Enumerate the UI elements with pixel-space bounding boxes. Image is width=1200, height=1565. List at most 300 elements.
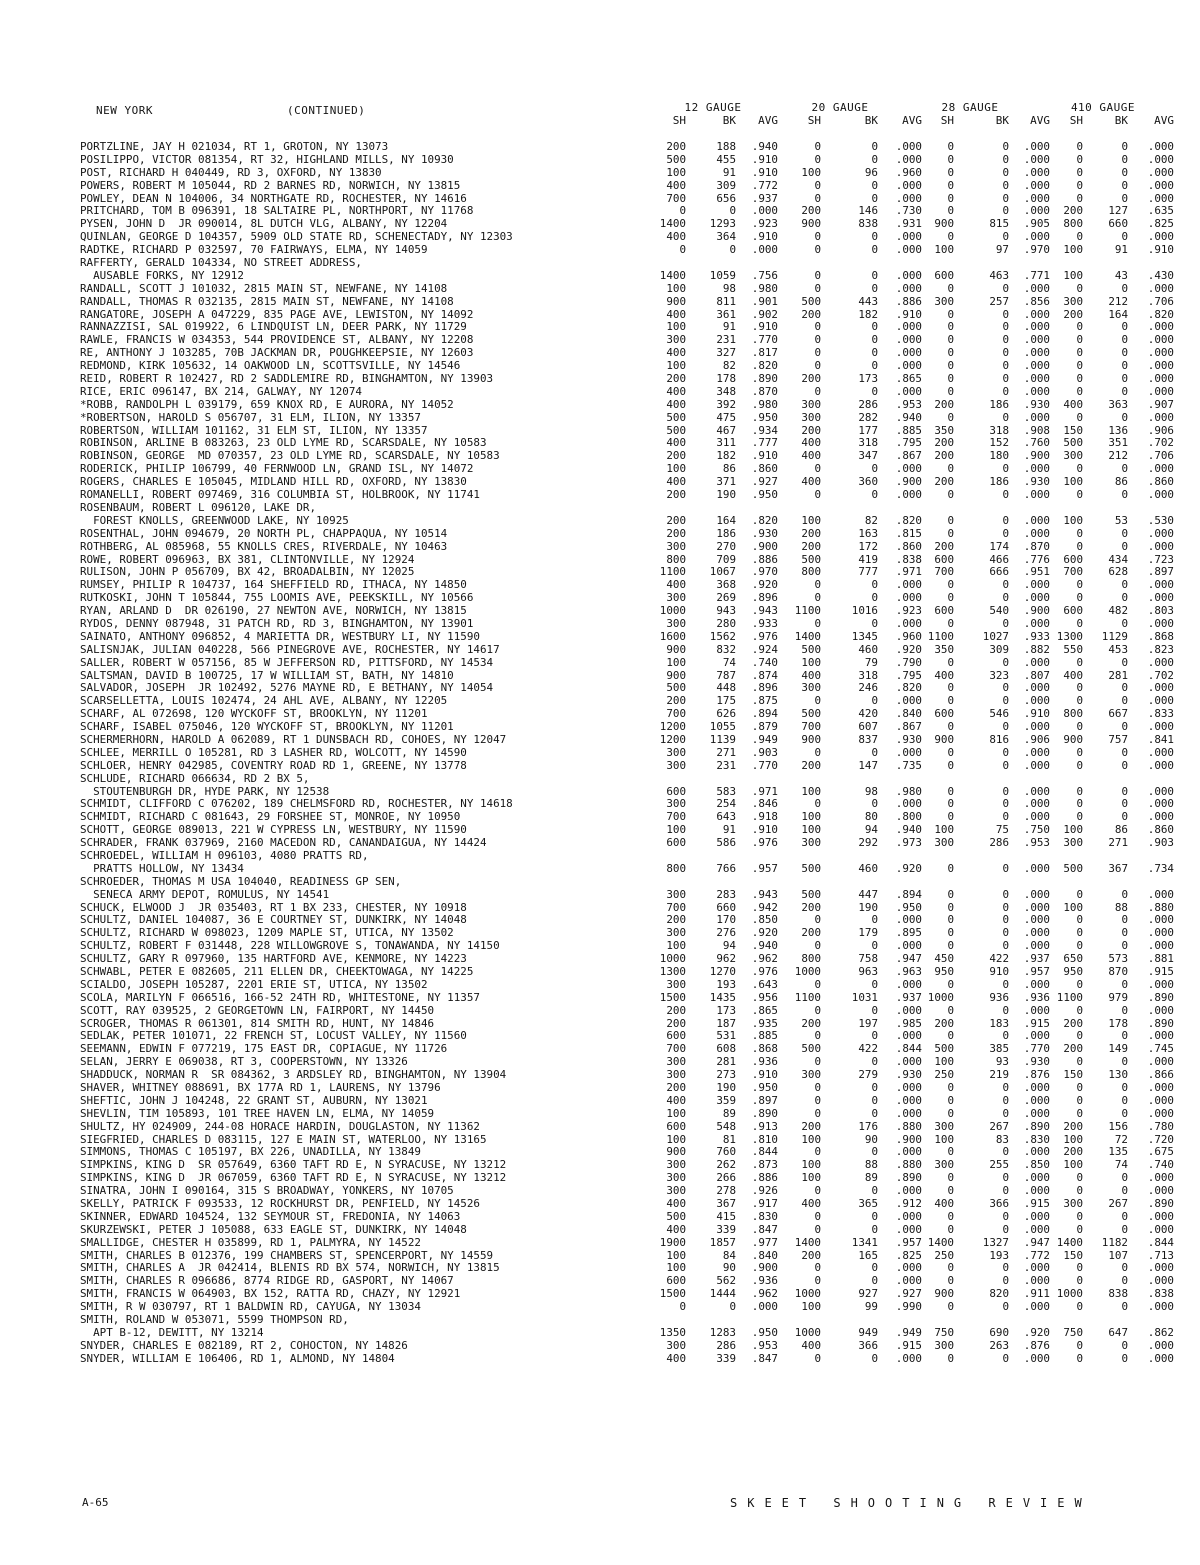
cell-bk-g20: 927 bbox=[858, 1287, 878, 1301]
cell-bk-g12: 660 bbox=[716, 900, 736, 914]
cell-sh-g28: 0 bbox=[947, 977, 954, 991]
shooter-name: SCIALDO, JOSEPH 105287, 2201 ERIE ST, UTICA, NY 13502 bbox=[80, 978, 428, 991]
cell-bk-g12: 368 bbox=[716, 578, 736, 592]
cell-avg-g410: .000 bbox=[1147, 1184, 1174, 1198]
cell-avg-g28: .000 bbox=[1023, 797, 1050, 811]
cell-sh-g12: 100 bbox=[666, 281, 686, 295]
cell-avg-g28: .000 bbox=[1023, 204, 1050, 218]
cell-avg-g20: .000 bbox=[895, 1209, 922, 1223]
cell-avg-g20: .947 bbox=[895, 952, 922, 966]
cell-bk-g410: 0 bbox=[1121, 165, 1128, 179]
shooter-name: RUTKOSKI, JOHN T 105844, 755 LOOMIS AVE, PEEKSKILL, NY 10566 bbox=[80, 592, 474, 605]
cell-avg-g12: .920 bbox=[751, 578, 778, 592]
cell-sh-g12: 300 bbox=[666, 539, 686, 553]
cell-sh-g28: 400 bbox=[934, 668, 954, 682]
table-row bbox=[0, 154, 1200, 167]
cell-sh-g28: 300 bbox=[934, 294, 954, 308]
cell-bk-g20: 0 bbox=[871, 346, 878, 360]
cell-bk-g28: 0 bbox=[1002, 1261, 1009, 1275]
table-row bbox=[0, 334, 1200, 347]
cell-sh-g20: 0 bbox=[814, 745, 821, 759]
cell-avg-g20: .000 bbox=[895, 281, 922, 295]
table-row bbox=[0, 798, 1200, 811]
cell-bk-g20: 0 bbox=[871, 230, 878, 244]
cell-bk-g12: 271 bbox=[716, 745, 736, 759]
cell-bk-g28: 97 bbox=[995, 243, 1009, 257]
cell-avg-g20: .844 bbox=[895, 1042, 922, 1056]
cell-avg-g410: .000 bbox=[1147, 926, 1174, 940]
table-row bbox=[0, 592, 1200, 605]
cell-sh-g28: 900 bbox=[934, 1287, 954, 1301]
cell-sh-g28: 0 bbox=[947, 320, 954, 334]
shooter-name: SCOLA, MARILYN F 066516, 166-52 24TH RD, WHITESTONE, NY 11357 bbox=[80, 991, 480, 1004]
cell-sh-g12: 100 bbox=[666, 655, 686, 669]
cell-avg-g20: .973 bbox=[895, 836, 922, 850]
cell-sh-g12: 500 bbox=[666, 410, 686, 424]
table-row bbox=[0, 218, 1200, 231]
cell-bk-g12: 262 bbox=[716, 1158, 736, 1172]
cell-bk-g12: 0 bbox=[729, 1300, 736, 1314]
cell-sh-g410: 0 bbox=[1076, 977, 1083, 991]
cell-sh-g28: 0 bbox=[947, 178, 954, 192]
cell-bk-g28: 323 bbox=[989, 668, 1009, 682]
cell-avg-g410: .000 bbox=[1147, 488, 1174, 502]
cell-bk-g20: 1345 bbox=[851, 629, 878, 643]
cell-sh-g12: 200 bbox=[666, 1081, 686, 1095]
cell-bk-g20: 318 bbox=[858, 436, 878, 450]
cell-sh-g20: 0 bbox=[814, 243, 821, 257]
cell-avg-g12: .910 bbox=[751, 320, 778, 334]
cell-avg-g12: .868 bbox=[751, 1042, 778, 1056]
cell-bk-g410: 0 bbox=[1121, 178, 1128, 192]
cell-sh-g28: 100 bbox=[934, 1132, 954, 1146]
cell-avg-g410: .000 bbox=[1147, 1003, 1174, 1017]
cell-bk-g28: 666 bbox=[989, 565, 1009, 579]
cell-avg-g12: .936 bbox=[751, 1055, 778, 1069]
cell-avg-g12: .643 bbox=[751, 977, 778, 991]
cell-avg-g28: .000 bbox=[1023, 281, 1050, 295]
cell-sh-g28: 0 bbox=[947, 926, 954, 940]
cell-avg-g28: .000 bbox=[1023, 887, 1050, 901]
shooter-name: POWLEY, DEAN N 104006, 34 NORTHGATE RD, ROCHESTER, NY 14616 bbox=[80, 192, 467, 205]
cell-avg-g12: .962 bbox=[751, 1287, 778, 1301]
cell-sh-g20: 100 bbox=[801, 1132, 821, 1146]
cell-avg-g12: .923 bbox=[751, 217, 778, 231]
shooter-name: SHADDUCK, NORMAN R SR 084362, 3 ARDSLEY RD, BINGHAMTON, NY 13904 bbox=[80, 1069, 507, 1082]
cell-sh-g28: 0 bbox=[947, 1222, 954, 1236]
cell-avg-g12: .810 bbox=[751, 1132, 778, 1146]
cell-avg-g28: .000 bbox=[1023, 410, 1050, 424]
cell-bk-g28: 0 bbox=[1002, 887, 1009, 901]
cell-sh-g28: 600 bbox=[934, 604, 954, 618]
cell-sh-g28: 750 bbox=[934, 1325, 954, 1339]
cell-sh-g410: 0 bbox=[1076, 784, 1083, 798]
cell-avg-g20: .920 bbox=[895, 861, 922, 875]
cell-avg-g28: .000 bbox=[1023, 1093, 1050, 1107]
table-row bbox=[0, 180, 1200, 193]
cell-bk-g28: 0 bbox=[1002, 784, 1009, 798]
cell-bk-g20: 838 bbox=[858, 217, 878, 231]
shooter-name: SCARSELLETTA, LOUIS 102474, 24 AHL AVE, ALBANY, NY 12205 bbox=[80, 695, 448, 708]
shooter-name: SCHOTT, GEORGE 089013, 221 W CYPRESS LN, WESTBURY, NY 11590 bbox=[80, 824, 467, 837]
cell-sh-g28: 600 bbox=[934, 707, 954, 721]
table-row bbox=[0, 721, 1200, 734]
cell-avg-g12: .770 bbox=[751, 758, 778, 772]
cell-avg-g20: .990 bbox=[895, 1300, 922, 1314]
cell-bk-g410: 0 bbox=[1121, 346, 1128, 360]
cell-bk-g28: 540 bbox=[989, 604, 1009, 618]
cell-sh-g20: 400 bbox=[801, 475, 821, 489]
cell-avg-g28: .000 bbox=[1023, 758, 1050, 772]
cell-avg-g410: .000 bbox=[1147, 230, 1174, 244]
cell-bk-g28: 0 bbox=[1002, 720, 1009, 734]
table-row bbox=[0, 734, 1200, 747]
cell-sh-g410: 950 bbox=[1063, 965, 1083, 978]
cell-sh-g28: 200 bbox=[934, 449, 954, 463]
cell-bk-g410: 0 bbox=[1121, 926, 1128, 940]
cell-bk-g28: 0 bbox=[1002, 1106, 1009, 1120]
cell-avg-g28: .000 bbox=[1023, 784, 1050, 798]
cell-avg-g410: .890 bbox=[1147, 1197, 1174, 1211]
cell-avg-g20: .867 bbox=[895, 449, 922, 463]
cell-avg-g410: .803 bbox=[1147, 604, 1174, 618]
cell-bk-g28: 0 bbox=[1002, 384, 1009, 398]
cell-avg-g20: .910 bbox=[895, 307, 922, 321]
cell-sh-g12: 300 bbox=[666, 758, 686, 772]
cell-avg-g28: .000 bbox=[1023, 900, 1050, 914]
cell-sh-g410: 0 bbox=[1076, 359, 1083, 373]
cell-avg-g410: .000 bbox=[1147, 1222, 1174, 1236]
cell-sh-g12: 400 bbox=[666, 178, 686, 192]
table-row bbox=[0, 1095, 1200, 1108]
cell-bk-g20: 419 bbox=[858, 552, 878, 566]
cell-avg-g410: .915 bbox=[1147, 965, 1174, 978]
cell-sh-g12: 200 bbox=[666, 372, 686, 386]
cell-bk-g410: 0 bbox=[1121, 488, 1128, 502]
shooter-name: SMITH, CHARLES R 096686, 8774 RIDGE RD, GASPORT, NY 14067 bbox=[80, 1275, 454, 1288]
cell-sh-g28: 0 bbox=[947, 333, 954, 347]
cell-bk-g20: 607 bbox=[858, 720, 878, 734]
table-row bbox=[0, 528, 1200, 541]
table-row bbox=[0, 1030, 1200, 1043]
cell-avg-g410: .000 bbox=[1147, 1209, 1174, 1223]
cell-bk-g20: 0 bbox=[871, 191, 878, 205]
cell-avg-g28: .000 bbox=[1023, 488, 1050, 502]
cell-bk-g12: 190 bbox=[716, 488, 736, 502]
cell-bk-g12: 94 bbox=[722, 939, 736, 953]
shooter-name: RODERICK, PHILIP 106799, 40 FERNWOOD LN, GRAND ISL, NY 14072 bbox=[80, 463, 474, 476]
cell-avg-g12: .942 bbox=[751, 900, 778, 914]
cell-bk-g28: 0 bbox=[1002, 694, 1009, 708]
cell-avg-g12: .980 bbox=[751, 397, 778, 411]
table-row bbox=[0, 902, 1200, 915]
cell-avg-g28: .908 bbox=[1023, 423, 1050, 437]
cell-avg-g20: .915 bbox=[895, 1338, 922, 1352]
cell-sh-g410: 0 bbox=[1076, 152, 1083, 166]
cell-bk-g410: 0 bbox=[1121, 230, 1128, 244]
cell-bk-g20: 0 bbox=[871, 152, 878, 166]
cell-avg-g12: .896 bbox=[751, 591, 778, 605]
cell-sh-g28: 950 bbox=[934, 965, 954, 978]
cell-bk-g20: 460 bbox=[858, 861, 878, 875]
cell-bk-g410: 0 bbox=[1121, 140, 1128, 153]
cell-avg-g20: .000 bbox=[895, 488, 922, 502]
cell-sh-g12: 800 bbox=[666, 861, 686, 875]
cell-bk-g12: 81 bbox=[722, 1132, 736, 1146]
cell-sh-g20: 0 bbox=[814, 1081, 821, 1095]
cell-avg-g12: .900 bbox=[751, 1261, 778, 1275]
cell-bk-g12: 178 bbox=[716, 372, 736, 386]
cell-avg-g410: .844 bbox=[1147, 1235, 1174, 1249]
cell-avg-g12: .950 bbox=[751, 1325, 778, 1339]
table-row bbox=[0, 1314, 1200, 1327]
state-heading: NEW YORK bbox=[96, 104, 153, 117]
cell-avg-g20: .000 bbox=[895, 178, 922, 192]
cell-bk-g20: 0 bbox=[871, 268, 878, 282]
cell-sh-g410: 0 bbox=[1076, 913, 1083, 927]
cell-bk-g20: 360 bbox=[858, 475, 878, 489]
cell-bk-g12: 1067 bbox=[709, 565, 736, 579]
cell-sh-g12: 300 bbox=[666, 887, 686, 901]
cell-avg-g28: .951 bbox=[1023, 565, 1050, 579]
cell-sh-g20: 0 bbox=[814, 1003, 821, 1017]
cell-bk-g12: 98 bbox=[722, 281, 736, 295]
cell-sh-g28: 250 bbox=[934, 1248, 954, 1262]
cell-sh-g28: 0 bbox=[947, 1351, 954, 1365]
cell-bk-g20: 163 bbox=[858, 526, 878, 540]
cell-sh-g410: 0 bbox=[1076, 758, 1083, 772]
cell-bk-g12: 1857 bbox=[709, 1235, 736, 1249]
cell-avg-g410: .000 bbox=[1147, 797, 1174, 811]
cell-avg-g410: .860 bbox=[1147, 475, 1174, 489]
cell-sh-g410: 300 bbox=[1063, 449, 1083, 463]
cell-avg-g20: .000 bbox=[895, 1145, 922, 1159]
cell-bk-g28: 318 bbox=[989, 423, 1009, 437]
cell-sh-g20: 100 bbox=[801, 810, 821, 824]
cell-avg-g410: .833 bbox=[1147, 707, 1174, 721]
shooter-name: RANDALL, THOMAS R 032135, 2815 MAIN ST, NEWFANE, NY 14108 bbox=[80, 295, 454, 308]
cell-bk-g28: 186 bbox=[989, 397, 1009, 411]
table-row bbox=[0, 193, 1200, 206]
cell-sh-g410: 0 bbox=[1076, 1171, 1083, 1185]
cell-sh-g20: 0 bbox=[814, 694, 821, 708]
cell-sh-g20: 0 bbox=[814, 346, 821, 360]
cell-avg-g410: .000 bbox=[1147, 152, 1174, 166]
cell-bk-g28: 0 bbox=[1002, 488, 1009, 502]
cell-bk-g410: 74 bbox=[1114, 1158, 1128, 1172]
cell-avg-g410: .780 bbox=[1147, 1119, 1174, 1133]
col-sh-g410: SH bbox=[1069, 114, 1083, 127]
cell-avg-g410: .866 bbox=[1147, 1068, 1174, 1082]
cell-sh-g410: 550 bbox=[1063, 642, 1083, 656]
cell-bk-g20: 366 bbox=[858, 1338, 878, 1352]
cell-avg-g20: .000 bbox=[895, 462, 922, 476]
cell-sh-g12: 1900 bbox=[659, 1235, 686, 1249]
table-row bbox=[0, 1211, 1200, 1224]
cell-sh-g12: 400 bbox=[666, 1351, 686, 1365]
shooter-name: SCHERMERHORN, HAROLD A 062089, RT 1 DUNSBACH RD, COHOES, NY 12047 bbox=[80, 733, 507, 746]
cell-bk-g28: 0 bbox=[1002, 1093, 1009, 1107]
cell-bk-g28: 0 bbox=[1002, 1145, 1009, 1159]
cell-bk-g20: 286 bbox=[858, 397, 878, 411]
cell-avg-g28: .936 bbox=[1023, 990, 1050, 1004]
cell-bk-g12: 182 bbox=[716, 449, 736, 463]
cell-sh-g410: 200 bbox=[1063, 1042, 1083, 1056]
cell-avg-g410: .702 bbox=[1147, 436, 1174, 450]
cell-sh-g410: 200 bbox=[1063, 307, 1083, 321]
cell-sh-g410: 500 bbox=[1063, 861, 1083, 875]
cell-avg-g20: .000 bbox=[895, 1081, 922, 1095]
cell-avg-g28: .915 bbox=[1023, 1197, 1050, 1211]
cell-sh-g20: 0 bbox=[814, 140, 821, 153]
cell-bk-g20: 1031 bbox=[851, 990, 878, 1004]
cell-bk-g410: 281 bbox=[1108, 668, 1128, 682]
cell-sh-g20: 1000 bbox=[794, 1325, 821, 1339]
cell-sh-g410: 0 bbox=[1076, 1209, 1083, 1223]
cell-sh-g410: 300 bbox=[1063, 294, 1083, 308]
cell-avg-g12: .847 bbox=[751, 1351, 778, 1365]
cell-avg-g410: .000 bbox=[1147, 758, 1174, 772]
shooter-name: SHEVLIN, TIM 105893, 101 TREE HAVEN LN, ELMA, NY 14059 bbox=[80, 1107, 435, 1120]
col-bk-g28: BK bbox=[995, 114, 1009, 127]
cell-avg-g20: .000 bbox=[895, 1106, 922, 1120]
cell-avg-g28: .000 bbox=[1023, 861, 1050, 875]
cell-avg-g12: .870 bbox=[751, 384, 778, 398]
cell-avg-g28: .772 bbox=[1023, 1248, 1050, 1262]
cell-sh-g12: 0 bbox=[679, 1300, 686, 1314]
cell-bk-g410: 1182 bbox=[1101, 1235, 1128, 1249]
shooter-name: SCHWABL, PETER E 082605, 211 ELLEN DR, CHEEKTOWAGA, NY 14225 bbox=[80, 966, 474, 978]
cell-avg-g410: .000 bbox=[1147, 410, 1174, 424]
cell-sh-g12: 200 bbox=[666, 913, 686, 927]
shooter-name: SCHMIDT, RICHARD C 081643, 29 FORSHEE ST, MONROE, NY 10950 bbox=[80, 811, 461, 824]
cell-sh-g28: 700 bbox=[934, 565, 954, 579]
cell-avg-g12: .976 bbox=[751, 629, 778, 643]
cell-avg-g12: .886 bbox=[751, 1171, 778, 1185]
cell-avg-g410: .868 bbox=[1147, 629, 1174, 643]
cell-avg-g20: .820 bbox=[895, 681, 922, 695]
cell-bk-g12: 626 bbox=[716, 707, 736, 721]
cell-sh-g28: 300 bbox=[934, 1158, 954, 1172]
cell-sh-g20: 0 bbox=[814, 359, 821, 373]
cell-avg-g410: .000 bbox=[1147, 1261, 1174, 1275]
cell-bk-g410: 0 bbox=[1121, 1003, 1128, 1017]
table-row bbox=[0, 631, 1200, 644]
cell-sh-g12: 900 bbox=[666, 668, 686, 682]
cell-bk-g28: 0 bbox=[1002, 616, 1009, 630]
cell-sh-g410: 700 bbox=[1063, 565, 1083, 579]
cell-avg-g410: .000 bbox=[1147, 1351, 1174, 1365]
cell-bk-g28: 0 bbox=[1002, 578, 1009, 592]
cell-avg-g28: .000 bbox=[1023, 1003, 1050, 1017]
shooter-name: SHULTZ, HY 024909, 244-08 HORACE HARDIN, DOUGLASTON, NY 11362 bbox=[80, 1120, 480, 1133]
cell-bk-g410: 88 bbox=[1114, 900, 1128, 914]
cell-sh-g12: 1200 bbox=[659, 720, 686, 734]
cell-bk-g410: 212 bbox=[1108, 449, 1128, 463]
cell-avg-g28: .000 bbox=[1023, 191, 1050, 205]
cell-bk-g410: 0 bbox=[1121, 333, 1128, 347]
cell-avg-g28: .000 bbox=[1023, 655, 1050, 669]
cell-avg-g28: .000 bbox=[1023, 1351, 1050, 1365]
cell-bk-g12: 0 bbox=[729, 243, 736, 257]
cell-avg-g410: .000 bbox=[1147, 346, 1174, 360]
cell-avg-g410: .862 bbox=[1147, 1325, 1174, 1339]
cell-bk-g12: 231 bbox=[716, 758, 736, 772]
cell-avg-g20: .900 bbox=[895, 475, 922, 489]
col-avg-g12: AVG bbox=[758, 114, 778, 127]
cell-avg-g28: .000 bbox=[1023, 1184, 1050, 1198]
shooter-name: RANNAZZISI, SAL 019922, 6 LINDQUIST LN, DEER PARK, NY 11729 bbox=[80, 321, 467, 334]
cell-avg-g28: .000 bbox=[1023, 1029, 1050, 1043]
shooter-name: ROSENBAUM, ROBERT L 096120, LAKE DR, bbox=[80, 501, 317, 514]
cell-bk-g12: 811 bbox=[716, 294, 736, 308]
cell-avg-g410: .890 bbox=[1147, 990, 1174, 1004]
table-row bbox=[0, 1082, 1200, 1095]
cell-bk-g28: 546 bbox=[989, 707, 1009, 721]
cell-sh-g410: 100 bbox=[1063, 268, 1083, 282]
cell-avg-g28: .915 bbox=[1023, 1016, 1050, 1030]
cell-sh-g20: 0 bbox=[814, 1261, 821, 1275]
cell-avg-g12: .830 bbox=[751, 1209, 778, 1223]
shooter-name: SEEMANN, EDWIN F 077219, 175 EAST DR, COPIAGUE, NY 11726 bbox=[80, 1043, 448, 1056]
cell-sh-g28: 300 bbox=[934, 1338, 954, 1352]
table-row bbox=[0, 437, 1200, 450]
cell-bk-g12: 193 bbox=[716, 977, 736, 991]
cell-sh-g12: 300 bbox=[666, 745, 686, 759]
cell-avg-g12: .770 bbox=[751, 333, 778, 347]
cell-avg-g20: .000 bbox=[895, 939, 922, 953]
cell-sh-g410: 0 bbox=[1076, 797, 1083, 811]
cell-sh-g12: 700 bbox=[666, 707, 686, 721]
cell-avg-g20: .000 bbox=[895, 243, 922, 257]
cell-sh-g12: 300 bbox=[666, 1171, 686, 1185]
shooter-name: QUINLAN, GEORGE D 104357, 5909 OLD STATE RD, SCHENECTADY, NY 12303 bbox=[80, 231, 513, 244]
cell-avg-g12: .894 bbox=[751, 707, 778, 721]
cell-avg-g20: .980 bbox=[895, 784, 922, 798]
table-row bbox=[0, 850, 1200, 863]
table-row bbox=[0, 1069, 1200, 1082]
cell-avg-g12: .976 bbox=[751, 836, 778, 850]
cell-avg-g28: .000 bbox=[1023, 1209, 1050, 1223]
cell-sh-g12: 300 bbox=[666, 1184, 686, 1198]
cell-bk-g12: 270 bbox=[716, 539, 736, 553]
cell-bk-g12: 90 bbox=[722, 1261, 736, 1275]
cell-avg-g28: .870 bbox=[1023, 539, 1050, 553]
cell-avg-g20: .900 bbox=[895, 1132, 922, 1146]
cell-sh-g12: 600 bbox=[666, 1274, 686, 1288]
cell-sh-g20: 300 bbox=[801, 410, 821, 424]
cell-avg-g28: .920 bbox=[1023, 1325, 1050, 1339]
cell-bk-g12: 962 bbox=[716, 952, 736, 966]
cell-sh-g410: 300 bbox=[1063, 836, 1083, 850]
cell-avg-g410: .000 bbox=[1147, 616, 1174, 630]
cell-avg-g410: .000 bbox=[1147, 1029, 1174, 1043]
cell-sh-g20: 800 bbox=[801, 565, 821, 579]
cell-avg-g410: .000 bbox=[1147, 977, 1174, 991]
col-sh-g12: SH bbox=[672, 114, 686, 127]
cell-bk-g12: 1055 bbox=[709, 720, 736, 734]
cell-sh-g410: 0 bbox=[1076, 539, 1083, 553]
cell-bk-g12: 548 bbox=[716, 1119, 736, 1133]
cell-bk-g12: 348 bbox=[716, 384, 736, 398]
table-row bbox=[0, 1043, 1200, 1056]
cell-avg-g12: .875 bbox=[751, 694, 778, 708]
cell-sh-g28: 0 bbox=[947, 1274, 954, 1288]
table-row bbox=[0, 670, 1200, 683]
cell-avg-g28: .000 bbox=[1023, 1222, 1050, 1236]
cell-avg-g410: .000 bbox=[1147, 1093, 1174, 1107]
cell-sh-g410: 800 bbox=[1063, 707, 1083, 721]
